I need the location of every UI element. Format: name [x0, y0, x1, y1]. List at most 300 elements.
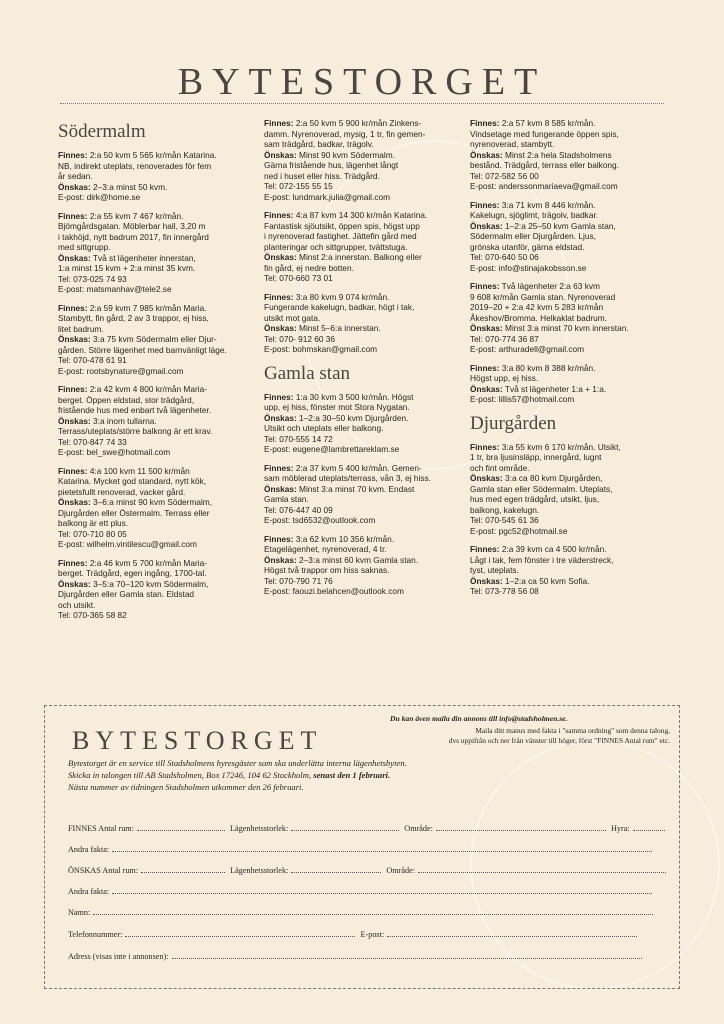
listing-label: Önskas: [264, 483, 297, 494]
listing-line [264, 555, 462, 566]
listing-text: fin gård, ej nedre botten. [264, 262, 354, 273]
listing-line [58, 182, 256, 193]
listing-line [470, 150, 668, 161]
listing-line [264, 292, 462, 303]
listing [264, 292, 462, 355]
listing-text: 2:a 39 kvm ca 4 500 kr/mån. [499, 544, 607, 554]
form-row-finnes [68, 824, 666, 833]
listing-line [58, 508, 256, 519]
listing-line [264, 434, 462, 445]
name-label: Namn: [68, 908, 91, 917]
listing-line [264, 210, 462, 221]
listing-text: 2:a 42 kvm 4 800 kr/mån Maria- [87, 384, 207, 394]
listing-label: Önskas: [264, 554, 297, 565]
listing-line [470, 505, 668, 516]
listing-text: 3–5:a 70–120 kvm Södermalm, [90, 578, 209, 589]
listing-label: Önskas: [58, 181, 91, 192]
listing-line [58, 426, 256, 437]
listing-line [58, 345, 256, 356]
listing-text: E-post: info@stinajakobsson.se [470, 262, 587, 273]
listing-text: E-post: rootsbynature@gmail.com [58, 365, 184, 376]
listing-text: Tel: 073-025 74 93 [58, 273, 127, 284]
listing-line [58, 497, 256, 508]
listing-text: Minst 2:a innerstan. Balkong eller [296, 252, 422, 262]
listing-text: 4:a 87 kvm 14 300 kr/mån Katarina. [293, 210, 428, 220]
listing-label: Finnes: [470, 281, 500, 291]
listing-line [470, 221, 668, 232]
form-deadline: senast den 1 februari. [313, 770, 391, 780]
listing-label: Önskas: [264, 252, 297, 262]
listing-line [470, 313, 668, 324]
listing-text: Minst 3:a minst 70 kvm. Endast [296, 483, 415, 494]
listing-line [264, 242, 462, 253]
listing-line [58, 539, 256, 550]
listing-text: Södermalm eller Djurgården. Ljus, [470, 231, 596, 241]
listing-line [264, 473, 462, 484]
listing-label: Finnes: [470, 118, 500, 128]
listing-text: pietetsfullt renoverad, vacker gård. [58, 486, 186, 497]
listing-label: Finnes: [58, 150, 88, 160]
listing-label: Finnes: [470, 362, 500, 373]
listing-line [470, 160, 668, 171]
form-row-andra-fakta-2 [68, 887, 666, 896]
listing-text: Två st lägenheter 1:a + 1:a. [502, 383, 607, 394]
listing-line [470, 231, 668, 242]
listing-text: Högst upp, ej hiss. [470, 373, 539, 383]
listing-line [58, 568, 256, 579]
form-email-note: Du kan även maila din annons till info@stadsholmen.se. [390, 714, 568, 723]
listing-line [58, 232, 256, 243]
listing-text: i nyrenoverad fastighet. Jättefin gård med [264, 231, 417, 241]
listing-line [264, 263, 462, 274]
listing-text: Stambytt, fin gård, 2 av 3 trappor, ej hiss, [58, 313, 209, 323]
onskas-facts-label: Andra fakta: [68, 887, 110, 896]
listing-line [470, 373, 668, 384]
listing-line [58, 355, 256, 366]
listing-text: 1–2:a ca 50 kvm Sofia. [502, 575, 590, 586]
listing-line [264, 334, 462, 345]
form-instruction-line: Maila ditt manus med fakta i "samma ordning" som denna talong, [475, 726, 670, 735]
section-heading: Södermalm [58, 121, 146, 142]
listing-text: E-post: eugene@lambrettareklam.se [264, 444, 400, 454]
onskas-facts-field[interactable] [112, 888, 652, 894]
listing-line [58, 211, 256, 222]
listing-line [470, 442, 668, 453]
listing-text: sam trädgård, badkar, trägolv. [264, 139, 374, 149]
listing-text: E-post: lundmark.julia@gmail.com [264, 191, 391, 202]
listing-text: 3:a ca 80 kvm Djurgården, [502, 473, 603, 483]
listing [58, 150, 256, 203]
listing-label: Önskas: [58, 334, 91, 344]
listing-text: Lågt i tak, fem fönster i tre väderstreck, [470, 554, 614, 565]
listing-label: Finnes: [58, 465, 88, 476]
finnes-area-field[interactable] [436, 825, 606, 831]
listing-text: E-post: anderssonmariaeva@gmail.com [470, 181, 618, 191]
listing-label: Önskas: [264, 412, 297, 423]
listing-text: 2:a 55 kvm 7 467 kr/mån. [87, 210, 184, 221]
listing-line [58, 476, 256, 487]
listing-text: Tel: 070-555 14 72 [264, 433, 333, 444]
listing-text: Två st lägenheter innerstan, [90, 252, 196, 263]
listing-text: E-post: wilhelm.vintilescu@gmail.com [58, 539, 197, 549]
listing-text: 2:a 50 kvm 5 565 kr/mån Katarina. [87, 150, 217, 160]
listing-line [470, 263, 668, 274]
listing-line [470, 555, 668, 566]
listing-label: Finnes: [264, 533, 294, 544]
listing-line [264, 160, 462, 171]
email-label: E-post: [360, 930, 385, 939]
listing-line [470, 210, 668, 221]
listing-text: Tel: 076-447 40 09 [264, 504, 333, 515]
finnes-facts-field[interactable] [112, 846, 652, 852]
listing-label: Önskas: [470, 220, 503, 231]
listing-line [58, 529, 256, 540]
listing-label: Finnes: [264, 291, 294, 302]
finnes-rent-label: Hyra: [610, 824, 630, 833]
column-3 [470, 118, 668, 629]
form-title: BYTESTORGET [72, 726, 323, 755]
onskas-size-field[interactable] [291, 867, 381, 873]
finnes-size-label: Lägenhetsstorlek: [230, 824, 289, 833]
onskas-size-label: Lägenhetsstorlek: [230, 866, 289, 875]
listing [470, 363, 668, 405]
listing-line [58, 313, 256, 324]
listing-line [58, 303, 256, 314]
listing-text: Bjömgårdsgatan. Möblerbar hall, 3,20 m [58, 221, 206, 231]
listing-line [58, 384, 256, 395]
listing-line [58, 334, 256, 345]
column-2 [264, 118, 462, 629]
listing-text: Tel: 070-478 61 91 [58, 355, 127, 365]
listing-line [470, 200, 668, 211]
section-heading: Djurgården [470, 412, 557, 434]
listing-text: med sittgrupp. [58, 242, 111, 252]
listing-line [58, 437, 256, 448]
listing-line [58, 324, 256, 335]
listing [470, 544, 668, 597]
listing-text: 3:a 80 kvm 8 388 kr/mån. [499, 362, 596, 373]
listing-line [470, 363, 668, 374]
listing-line [470, 576, 668, 587]
listing-line [264, 344, 462, 355]
listing-line [470, 129, 668, 140]
listing-text: balkong är ett plus. [58, 518, 129, 528]
listing-text: Tel: 070-365 58 82 [58, 610, 127, 620]
listing-text: 1 tr, bra ljusinsläpp, innergård, lugnt [470, 452, 602, 462]
listing-text: Vindsetage med fungerande öppen spis, [470, 128, 619, 139]
form-instruction-line: dvs uppifrån och ner från vänster till höger, först "FINNES Antal rum" etc. [448, 736, 670, 745]
listing-text: Etagelägenhet, nyrenoverad, 4 tr. [264, 544, 387, 554]
listing [58, 558, 256, 621]
title-divider [60, 103, 664, 104]
listing-line [264, 313, 462, 324]
listing-line [264, 544, 462, 555]
listing-line [264, 181, 462, 192]
listing-label: Önskas: [470, 149, 503, 160]
listing-text: 3:a 55 kvm 6 170 kr/mån. Utsikt, [499, 441, 621, 452]
listing-text: Fungerande kakelugn, badkar, högt i tak, [264, 302, 415, 312]
listing-text: planteringar och sittgrupper, tvättstuga. [264, 241, 408, 252]
listing-text: i takhöjd, nytt badrum 2017, fin innergård [58, 231, 209, 242]
listing-text: Tel: 072-582 56 00 [470, 170, 539, 181]
form-intro-line [68, 769, 407, 781]
listing-line [470, 484, 668, 495]
listing-text: Högst två trappor om hiss saknas. [264, 565, 390, 575]
listing-line [264, 515, 462, 526]
listing-line [58, 366, 256, 377]
listing-label: Önskas: [470, 383, 503, 394]
listing-label: Finnes: [264, 391, 294, 402]
listing-text: E-post: bel_swe@hotmail.com [58, 447, 171, 457]
phone-field[interactable] [125, 931, 355, 937]
listing [58, 384, 256, 458]
listing-label: Önskas: [470, 323, 503, 333]
onskas-area-label: Område: [386, 866, 416, 875]
listing-text: 3:a 71 kvm 8 446 kr/mån. [499, 199, 596, 210]
listing-line [58, 405, 256, 416]
listing-label: Finnes: [470, 199, 500, 210]
listing-text: 2:a 37 kvm 5 400 kr/mån. Gemen- [293, 462, 422, 473]
listing-text: E-post: tsd6532@outlook.com [264, 515, 376, 525]
form-instructions [390, 726, 670, 746]
listing-line [470, 281, 668, 292]
listing-line [264, 413, 462, 424]
listing-label: Finnes: [58, 302, 88, 313]
listing-line [470, 586, 668, 597]
listing-text: damm. Nyrenoverad, mysig, 1 tr, fin gemen- [264, 128, 426, 139]
form-row-namn [68, 908, 666, 917]
onskas-rooms-field[interactable] [141, 867, 225, 873]
listing-text: 2:a 50 kvm 5 900 kr/mån Zinkens- [293, 118, 422, 128]
listing-line [58, 242, 256, 253]
listing-text: nyrenoverad, stambytt. [470, 139, 555, 149]
listing-line [58, 558, 256, 569]
listing-text: berget. Öppen eldstad, stor trädgård, [58, 394, 195, 405]
address-field[interactable] [172, 953, 642, 959]
listing-line [470, 452, 668, 463]
listing-line [470, 181, 668, 192]
listing-line [58, 610, 256, 621]
finnes-facts-label: Andra fakta: [68, 845, 110, 854]
listing-line [264, 302, 462, 313]
listing [264, 463, 462, 526]
listing [264, 534, 462, 597]
listing-line [58, 487, 256, 498]
listing-line [58, 150, 256, 161]
listing-text: 1:a minst 15 kvm + 2:a minst 35 kvm. [58, 263, 196, 273]
listing-text: E-post: bohmskan@gmail.com [264, 344, 378, 354]
listing-line [264, 576, 462, 587]
email-field[interactable] [387, 931, 637, 937]
listing-line [470, 323, 668, 334]
listing-label: Önskas: [58, 415, 91, 426]
listing-text: gården. Större lägenhet med barnvänligt läge. [58, 344, 227, 355]
listing-text: E-post: matsmanhav@tele2.se [58, 284, 172, 294]
listing-text: Gamla stan eller Södermalm. Uteplats, [470, 483, 613, 494]
listing-text: 3:a inom tullarna. [90, 415, 157, 426]
listing-text: E-post: faouzi.belahcen@outlook.com [264, 586, 404, 596]
listing-line [264, 252, 462, 263]
listing [470, 118, 668, 192]
listing [470, 200, 668, 274]
listing-text: E-post: lillis57@hotmail.com [470, 394, 575, 404]
listing-text: tyst, uteplats. [470, 565, 519, 575]
listing [264, 210, 462, 284]
listing-line [58, 253, 256, 264]
listing-text: 1:a 30 kvm 3 500 kr/mån. Högst [293, 391, 414, 402]
listing-line [470, 384, 668, 395]
listing-line [264, 505, 462, 516]
listing-line [58, 600, 256, 611]
listing-text: 2–3:a minst 50 kvm. [90, 181, 168, 192]
listing-text: E-post: arthuradell@gmail.com [470, 344, 585, 354]
listing-text: Gamla stan. [264, 494, 309, 504]
listing-line [58, 518, 256, 529]
listing-line [264, 494, 462, 505]
listing-text: Djurgården eller Östermalm. Terrass eller [58, 507, 210, 518]
listing-text: 2:a 59 kvm 7 985 kr/mån Maria. [87, 302, 207, 313]
listing-text: Minst 5–6:a innerstan. [296, 323, 381, 333]
listing-line [264, 192, 462, 203]
listing-label: Finnes: [264, 118, 294, 128]
listing-text: år sedan. [58, 171, 93, 181]
listing-line [58, 192, 256, 203]
finnes-area-label: Område: [404, 824, 433, 833]
section-heading: Gamla stan [264, 362, 351, 384]
listing-label: Finnes: [264, 462, 294, 473]
form-intro-line: Nästa nummer av tidningen Stadsholmen utkommer den 26 februari. [68, 782, 304, 792]
listing-text: 3:a 75 kvm Södermalm eller Djur- [90, 334, 217, 344]
listing-text: 1–2:a 25–50 kvm Gamla stan, [502, 220, 616, 231]
listing-text: Djurgården eller Gamla stan. Eldstad [58, 589, 195, 599]
listing-label: Önskas: [58, 497, 91, 507]
listing-text: Katarina. Mycket god standard, nytt kök, [58, 476, 207, 486]
finnes-size-field[interactable] [291, 825, 399, 831]
listing-line [58, 447, 256, 458]
listing-line [470, 526, 668, 537]
listing-label: Finnes: [58, 210, 88, 221]
listing-line [264, 118, 462, 129]
listing-text: Minst 90 kvm Södermalm. [296, 149, 395, 160]
listing-label: Önskas: [58, 252, 91, 263]
listing-text: 4:a 100 kvm 11 500 kr/mån [87, 465, 190, 476]
listing-text: E-post: pgc52@hotmail.se [470, 525, 568, 536]
listing-text: ned i huset eller hiss. Trädgård. [264, 170, 380, 181]
listing [470, 442, 668, 537]
listing-text: Utsikt och uteplats eller balkong. [264, 423, 384, 433]
listing-text: sam möblerad uteplats/terrass, vån 3, ej hiss. [264, 473, 431, 483]
listing-text: Tel: 070-774 36 87 [470, 333, 539, 344]
listing-line [58, 579, 256, 590]
listing-text: grönska utanför, gärna eldstad. [470, 241, 585, 252]
listing-text: Tel: 070-660 73 01 [264, 273, 333, 283]
listing-text: upp, ej hiss, fönster mot Stora Nygatan. [264, 402, 410, 412]
listing-text: Fantastisk sjöutsikt, öppen spis, högst upp [264, 220, 420, 231]
listing-line [264, 463, 462, 474]
listing-line [264, 565, 462, 576]
listing-line [264, 171, 462, 182]
listing-text: Minst 2:a hela Stadsholmens [502, 149, 612, 160]
listing-text: Åkeshov/Bromma. Helkaklat badrum. [470, 312, 607, 323]
listing [58, 303, 256, 377]
listing-line [470, 302, 668, 313]
listing [58, 466, 256, 550]
form-intro [68, 757, 407, 793]
listing-line [58, 589, 256, 600]
listing-line [470, 494, 668, 505]
listing-line [470, 171, 668, 182]
column-1 [58, 118, 256, 629]
listing-text: hus med egen trädgård, utsikt, ljus, [470, 494, 600, 504]
listing-text: och fint område. [470, 462, 530, 473]
listing-line [58, 274, 256, 285]
onskas-area-field[interactable] [418, 867, 666, 873]
finnes-rooms-field[interactable] [137, 825, 225, 831]
listing-line [58, 161, 256, 172]
listing-label: Önskas: [470, 473, 503, 483]
listing-text: och utsikt. [58, 599, 96, 610]
listing-label: Finnes: [264, 210, 294, 220]
listing-line [264, 221, 462, 232]
listing-line [264, 231, 462, 242]
listing-label: Önskas: [58, 578, 91, 589]
onskas-rooms-label: ÖNSKAS Antal rum: [68, 866, 139, 875]
page-header [0, 60, 724, 104]
phone-label: Telefonnummer: [68, 930, 123, 939]
listing [58, 211, 256, 295]
listing-text: Tel: 073-778 56 08 [470, 586, 539, 596]
listing-text: NB, indirekt uteplats, renoverades för fem [58, 160, 212, 171]
listing-line [470, 334, 668, 345]
listing-label: Finnes: [470, 544, 500, 554]
form-row-onskas [68, 866, 666, 875]
listing-line [58, 263, 256, 274]
finnes-rent-field[interactable] [633, 825, 666, 831]
submission-form [44, 705, 680, 989]
listing-line [58, 416, 256, 427]
listing-label: Önskas: [264, 323, 297, 333]
listing-text: litet badrum. [58, 323, 104, 334]
listing-line [470, 292, 668, 303]
listing-text: berget. Trädgård, egen ingång, 1700-tal. [58, 568, 207, 578]
listing-line [264, 150, 462, 161]
listing-text: 2–3:a minst 60 kvm Gamla stan. [296, 554, 419, 565]
listing-text: Tel: 070-847 74 33 [58, 436, 127, 447]
listing-text: 1–2:a 30–50 kvm Djurgården. [296, 412, 409, 423]
listing-text: balkong, kakelugn. [470, 504, 540, 515]
listing-line [470, 344, 668, 355]
listing-line [470, 394, 668, 405]
listing-text: Tel: 070-790 71 76 [264, 575, 333, 586]
form-intro-address: Skicka in talongen till AB Stadsholmen, Box 17246, 104 62 Stockholm, [68, 770, 312, 780]
listing-line [264, 323, 462, 334]
listing-line [264, 139, 462, 150]
listing-text: utsikt mot gata. [264, 312, 321, 323]
listing-line [264, 586, 462, 597]
listing-text: Minst 3:a minst 70 kvm innerstan. [502, 323, 629, 333]
listing-text: 2019–20 + 2:a 42 kvm 5 283 kr/mån [470, 302, 604, 312]
listing-line [264, 444, 462, 455]
listing-text: 3:a 62 kvm 10 356 kr/mån. [293, 533, 395, 544]
form-row-adress [68, 952, 666, 961]
listing-line [58, 395, 256, 406]
name-field[interactable] [93, 909, 653, 915]
listing-line [264, 402, 462, 413]
listing-text: Tel: 070- 912 60 36 [264, 333, 336, 344]
listing-text: Tel: 070-640 50 06 [470, 252, 539, 262]
listing-text: Tel: 070-545 61 36 [470, 515, 539, 525]
address-label: Adress (visas inte i annonsen): [68, 952, 169, 961]
